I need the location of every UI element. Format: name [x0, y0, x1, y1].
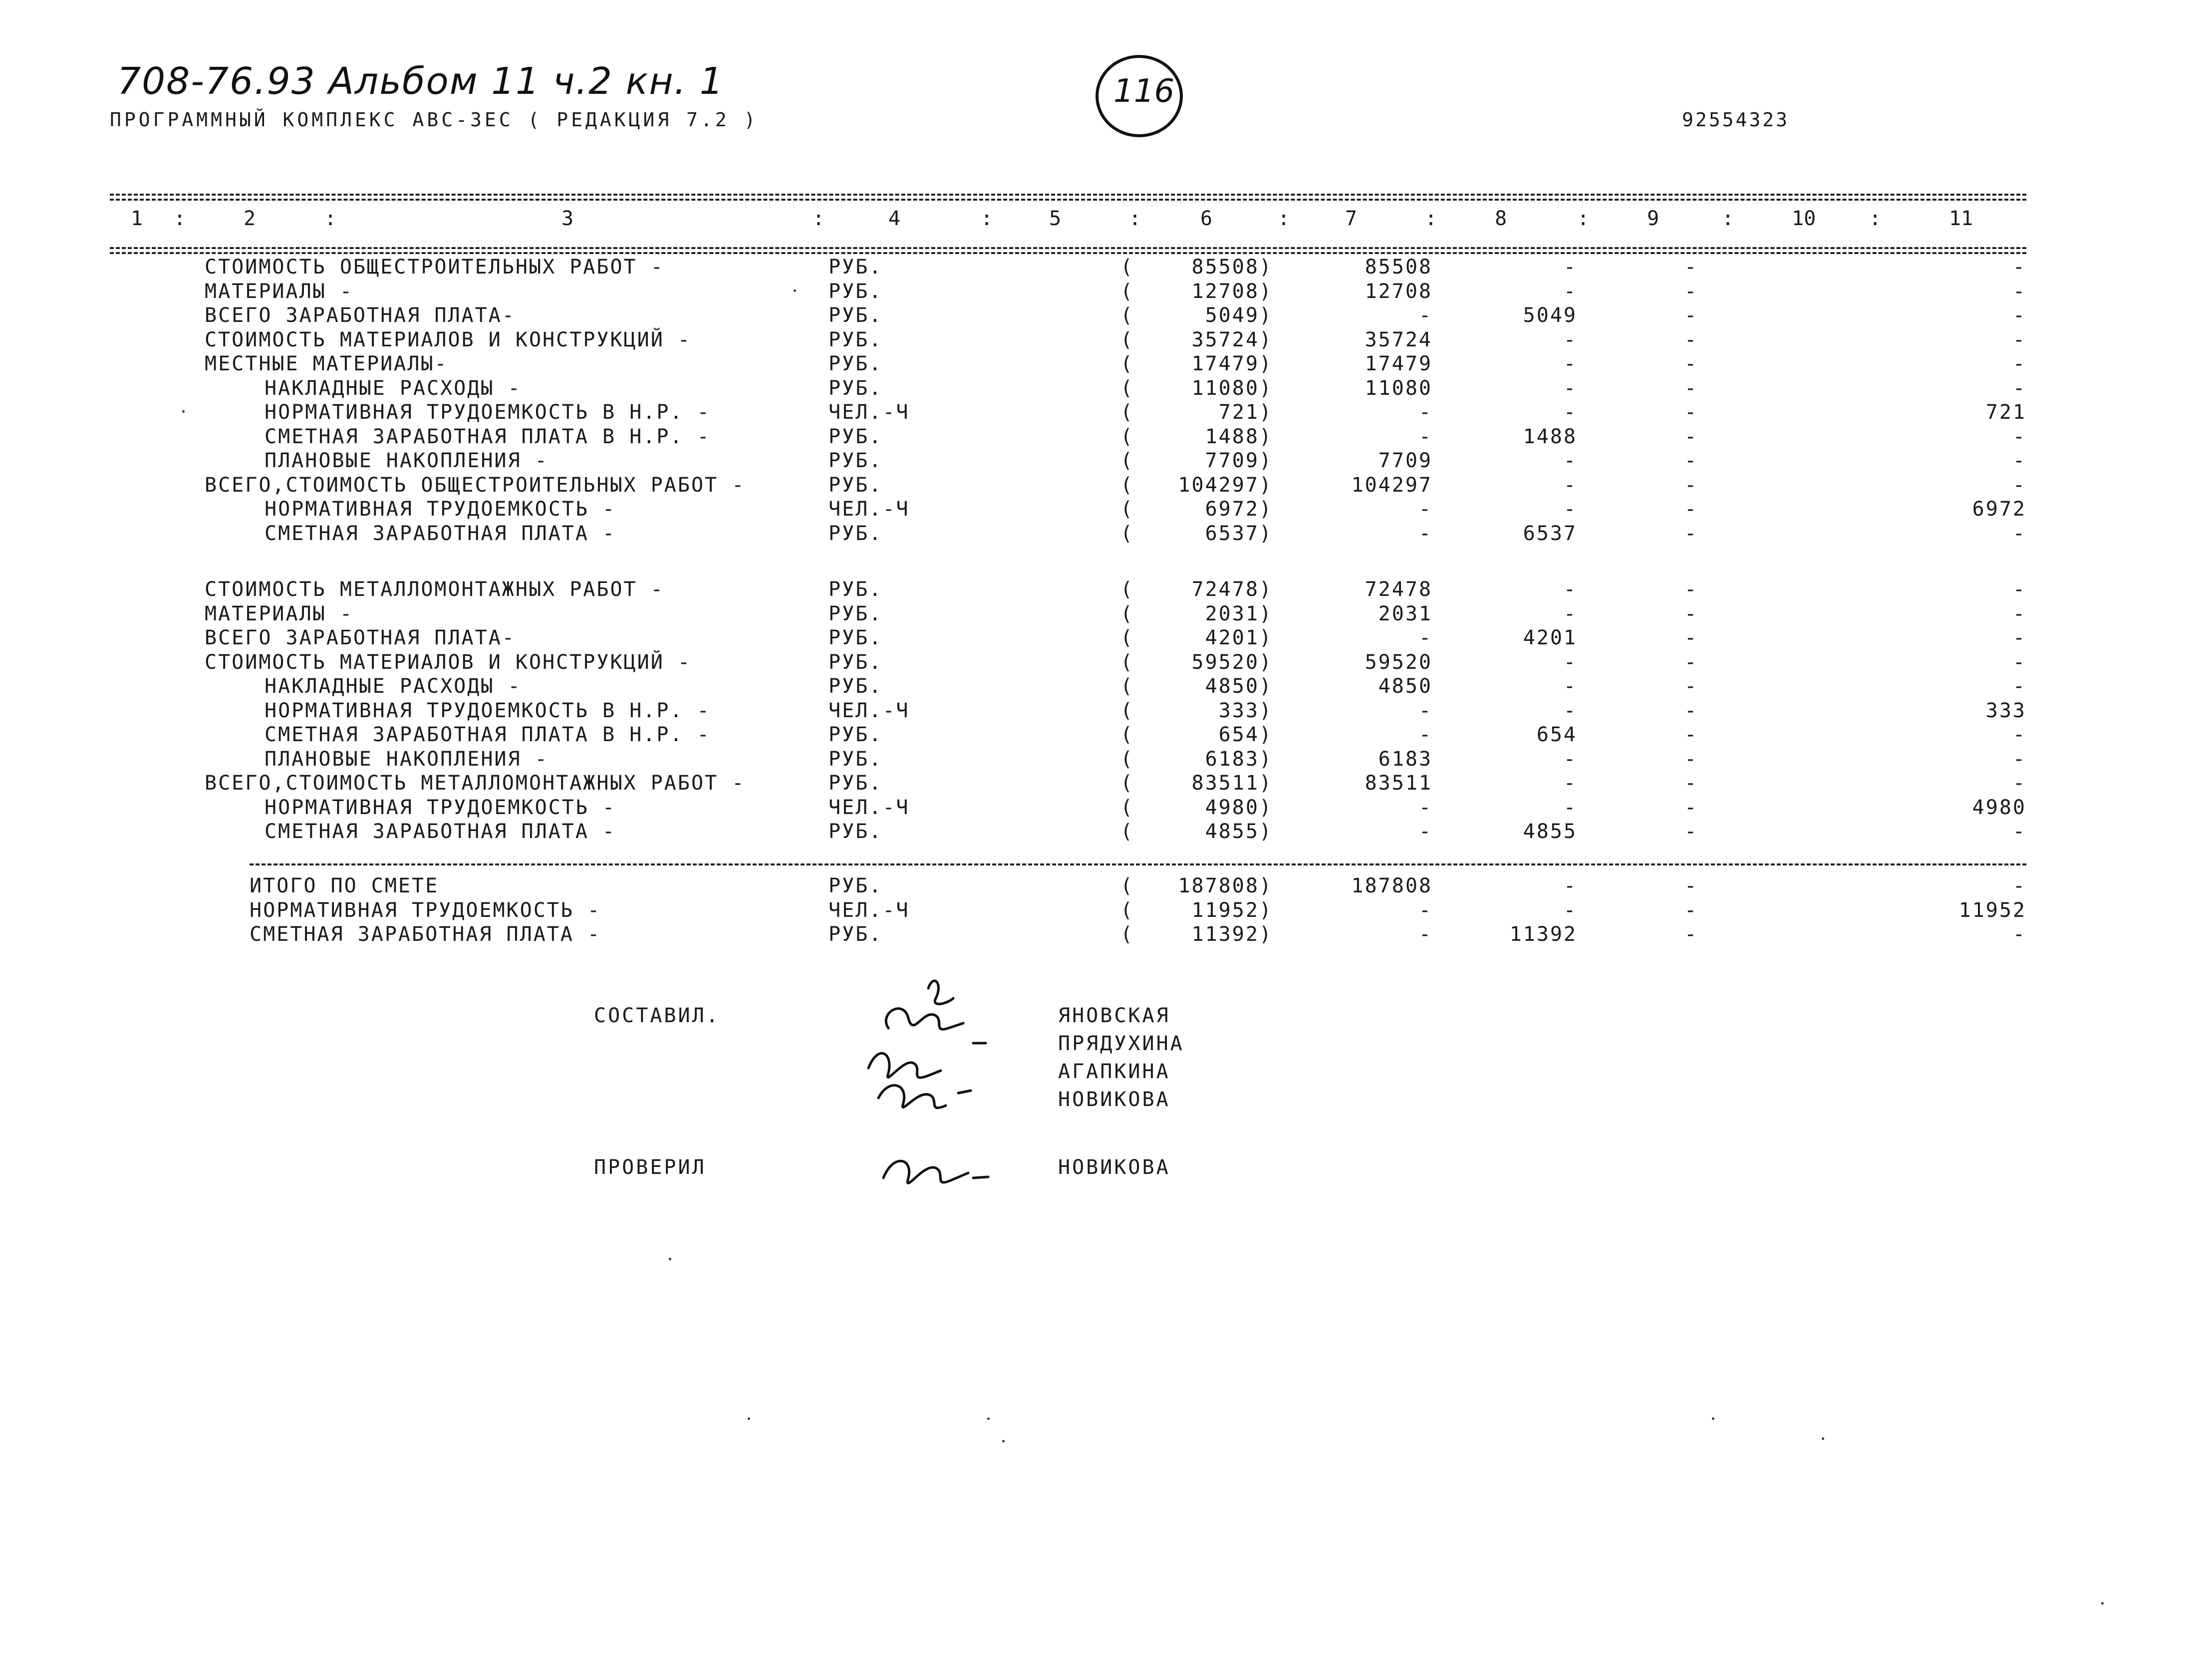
row-unit: РУБ. [829, 874, 883, 897]
row-unit: ЧЕЛ.-Ч [829, 796, 910, 819]
row-col7: 83511 [1365, 772, 1432, 795]
row-col9: - [1684, 796, 1698, 819]
row-col6: 721) [1218, 401, 1273, 424]
checked-name: НОВИКОВА [1058, 1156, 1170, 1179]
row-paren: ( [1120, 898, 1134, 922]
column-number: 6 [1200, 207, 1213, 230]
row-col6: 17479) [1191, 352, 1273, 375]
row-unit: РУБ. [829, 820, 883, 843]
row-unit: РУБ. [829, 425, 883, 448]
row-col6: 6972) [1205, 498, 1273, 521]
row-col6: 6537) [1205, 522, 1273, 545]
row-col9: - [1684, 449, 1698, 472]
row-col9: - [1684, 650, 1698, 674]
row-col7: 7709 [1378, 449, 1432, 472]
row-description: НОРМАТИВНАЯ ТРУДОЕМКОСТЬ - [265, 498, 616, 521]
table-row [0, 328, 2211, 352]
row-col11: 6972 [1972, 498, 2026, 521]
row-col8: - [1563, 898, 1577, 922]
column-separator: : [981, 207, 993, 230]
signature-scribbles [848, 968, 1058, 1208]
row-col7: - [1418, 723, 1432, 746]
row-col9: - [1684, 874, 1698, 897]
row-description: СТОИМОСТЬ ОБЩЕСТРОИТЕЛЬНЫХ РАБОТ - [205, 256, 664, 279]
row-col6: 11952) [1191, 898, 1273, 922]
row-col7: 35724 [1365, 328, 1432, 351]
table-row [0, 401, 2211, 425]
row-unit: РУБ. [829, 923, 883, 946]
row-description: ВСЕГО ЗАРАБОТНАЯ ПЛАТА- [205, 626, 516, 649]
table-row [0, 675, 2211, 699]
row-col9: - [1684, 923, 1698, 946]
column-separator: : [1577, 207, 1590, 230]
row-col6: 59520) [1191, 650, 1273, 674]
table-row [0, 425, 2211, 449]
row-col6: 104297) [1178, 473, 1273, 497]
compiled-name-4: НОВИКОВА [1058, 1088, 1170, 1111]
row-description: МАТЕРИАЛЫ - [205, 602, 353, 625]
row-description: ВСЕГО,СТОИМОСТЬ ОБЩЕСТРОИТЕЛЬНЫХ РАБОТ - [205, 473, 746, 497]
table-row [0, 522, 2211, 546]
table-row [0, 651, 2211, 675]
row-col8: 4201 [1523, 626, 1577, 649]
row-col11: - [2012, 304, 2026, 327]
column-number: 10 [1792, 207, 1816, 230]
row-description: НОРМАТИВНАЯ ТРУДОЕМКОСТЬ - [265, 796, 616, 819]
scan-speck [748, 1417, 750, 1420]
compiled-name-3: АГАПКИНА [1058, 1060, 1170, 1083]
row-description: СМЕТНАЯ ЗАРАБОТНАЯ ПЛАТА - [250, 923, 601, 946]
row-col11: - [2012, 874, 2026, 897]
row-col7: - [1418, 796, 1432, 819]
row-unit: ЧЕЛ.-Ч [829, 898, 910, 922]
row-col8: - [1563, 352, 1577, 375]
row-description: ВСЕГО ЗАРАБОТНАЯ ПЛАТА- [205, 304, 516, 327]
row-col9: - [1684, 626, 1698, 649]
total-separator-rule [250, 863, 2026, 865]
row-col6: 4850) [1205, 675, 1273, 698]
program-title: ПРОГРАММНЫЙ КОМПЛЕКС АВС-3ЕС ( РЕДАКЦИЯ 7.2 ) [110, 109, 759, 131]
scan-speck [2101, 1602, 2104, 1605]
row-description: НОРМАТИВНАЯ ТРУДОЕМКОСТЬ В Н.Р. - [265, 401, 711, 424]
row-col9: - [1684, 304, 1698, 327]
row-col9: - [1684, 352, 1698, 375]
row-col11: - [2012, 820, 2026, 843]
row-paren: ( [1120, 522, 1134, 545]
column-separator: : [1425, 207, 1437, 230]
row-col6: 4980) [1205, 796, 1273, 819]
compiled-label: СОСТАВИЛ. [594, 1004, 720, 1027]
column-separator: : [813, 207, 825, 230]
row-col9: - [1684, 602, 1698, 625]
scan-speck [794, 289, 796, 292]
row-col6: 6183) [1205, 747, 1273, 771]
row-col7: 2031 [1378, 602, 1432, 625]
row-col11: - [2012, 602, 2026, 625]
row-col8: - [1563, 401, 1577, 424]
column-separator: : [1722, 207, 1734, 230]
row-description: НОРМАТИВНАЯ ТРУДОЕМКОСТЬ - [250, 898, 601, 922]
table-row [0, 748, 2211, 772]
row-col11: - [2012, 425, 2026, 448]
row-col7: - [1418, 699, 1432, 722]
scan-speck [182, 410, 185, 413]
row-paren: ( [1120, 376, 1134, 400]
table-row [0, 280, 2211, 304]
row-col8: - [1563, 874, 1577, 897]
column-number: 9 [1647, 207, 1659, 230]
row-col11: - [2012, 473, 2026, 497]
row-unit: РУБ. [829, 602, 883, 625]
row-col6: 11080) [1191, 376, 1273, 400]
row-col6: 4201) [1205, 626, 1273, 649]
row-col8: 654 [1536, 723, 1577, 746]
row-paren: ( [1120, 796, 1134, 819]
row-paren: ( [1120, 328, 1134, 351]
row-col7: 6183 [1378, 747, 1432, 771]
row-col11: - [2012, 449, 2026, 472]
column-separator: : [174, 207, 186, 230]
row-paren: ( [1120, 675, 1134, 698]
row-col8: - [1563, 796, 1577, 819]
row-col6: 12708) [1191, 280, 1273, 303]
row-col11: - [2012, 256, 2026, 279]
column-number: 3 [561, 207, 574, 230]
row-unit: ЧЕЛ.-Ч [829, 401, 910, 424]
row-col8: - [1563, 498, 1577, 521]
row-paren: ( [1120, 602, 1134, 625]
row-col6: 654) [1218, 723, 1273, 746]
row-unit: РУБ. [829, 675, 883, 698]
row-col11: 4980 [1972, 796, 2026, 819]
table-row [0, 474, 2211, 498]
table-row [0, 820, 2211, 844]
table-row [0, 256, 2211, 280]
row-col9: - [1684, 699, 1698, 722]
row-col6: 85508) [1191, 256, 1273, 279]
row-unit: РУБ. [829, 256, 883, 279]
row-description: СМЕТНАЯ ЗАРАБОТНАЯ ПЛАТА В Н.Р. - [265, 425, 711, 448]
row-col11: - [2012, 352, 2026, 375]
row-paren: ( [1120, 304, 1134, 327]
column-number: 11 [1949, 207, 1973, 230]
row-paren: ( [1120, 352, 1134, 375]
row-col9: - [1684, 498, 1698, 521]
row-col11: - [2012, 772, 2026, 795]
row-paren: ( [1120, 401, 1134, 424]
row-col7: - [1418, 626, 1432, 649]
checked-label: ПРОВЕРИЛ [594, 1156, 706, 1179]
table-top-rule-2 [110, 199, 2026, 201]
scan-speck [987, 1417, 990, 1420]
table-top-rule [110, 194, 2026, 196]
column-separator: : [1129, 207, 1141, 230]
row-description: СТОИМОСТЬ МАТЕРИАЛОВ И КОНСТРУКЦИЙ - [205, 650, 691, 674]
row-col7: - [1418, 498, 1432, 521]
page-stamp [1096, 55, 1183, 137]
row-col7: - [1418, 522, 1432, 545]
page-stamp-number: 116 [1113, 73, 1175, 110]
row-col8: - [1563, 280, 1577, 303]
row-col6: 333) [1218, 699, 1273, 722]
row-col7: - [1418, 401, 1432, 424]
row-unit: РУБ. [829, 772, 883, 795]
row-description: ВСЕГО,СТОИМОСТЬ МЕТАЛЛОМОНТАЖНЫХ РАБОТ - [205, 772, 746, 795]
table-row [0, 602, 2211, 626]
row-col9: - [1684, 256, 1698, 279]
row-col8: - [1563, 699, 1577, 722]
row-col11: - [2012, 376, 2026, 400]
table-row [0, 923, 2211, 947]
row-col6: 83511) [1191, 772, 1273, 795]
row-col8: - [1563, 473, 1577, 497]
row-paren: ( [1120, 772, 1134, 795]
row-description: НАКЛАДНЫЕ РАСХОДЫ - [265, 675, 522, 698]
column-number: 1 [131, 207, 143, 230]
row-description: ИТОГО ПО СМЕТЕ [250, 874, 439, 897]
header-bottom-rule-2 [110, 252, 2026, 254]
row-col11: - [2012, 650, 2026, 674]
row-col9: - [1684, 376, 1698, 400]
row-paren: ( [1120, 626, 1134, 649]
row-paren: ( [1120, 280, 1134, 303]
column-separator: : [1869, 207, 1882, 230]
row-col7: 11080 [1365, 376, 1432, 400]
row-col9: - [1684, 522, 1698, 545]
column-number: 8 [1495, 207, 1507, 230]
table-row [0, 899, 2211, 923]
row-col7: - [1418, 923, 1432, 946]
row-description: СМЕТНАЯ ЗАРАБОТНАЯ ПЛАТА В Н.Р. - [265, 723, 711, 746]
row-unit: ЧЕЛ.-Ч [829, 498, 910, 521]
scan-speck [669, 1258, 671, 1260]
table-row [0, 772, 2211, 796]
row-paren: ( [1120, 473, 1134, 497]
column-separator: : [1278, 207, 1290, 230]
row-unit: РУБ. [829, 626, 883, 649]
column-separator: : [324, 207, 337, 230]
row-description: СТОИМОСТЬ МАТЕРИАЛОВ И КОНСТРУКЦИЙ - [205, 328, 691, 351]
table-row [0, 723, 2211, 747]
row-paren: ( [1120, 650, 1134, 674]
row-col11: - [2012, 923, 2026, 946]
row-col6: 4855) [1205, 820, 1273, 843]
row-unit: РУБ. [829, 578, 883, 601]
row-unit: РУБ. [829, 449, 883, 472]
table-row [0, 796, 2211, 820]
album-code: 708-76.93 Альбом 11 ч.2 кн. 1 [117, 60, 724, 103]
row-col7: - [1418, 304, 1432, 327]
row-paren: ( [1120, 699, 1134, 722]
row-col7: - [1418, 425, 1432, 448]
row-col6: 11392) [1191, 923, 1273, 946]
row-unit: РУБ. [829, 650, 883, 674]
row-unit: РУБ. [829, 280, 883, 303]
row-col9: - [1684, 675, 1698, 698]
row-col8: - [1563, 578, 1577, 601]
row-col11: 721 [1985, 401, 2026, 424]
table-row [0, 626, 2211, 650]
row-paren: ( [1120, 723, 1134, 746]
row-unit: РУБ. [829, 522, 883, 545]
row-col7: 72478 [1365, 578, 1432, 601]
row-col8: - [1563, 376, 1577, 400]
table-row [0, 699, 2211, 723]
row-col11: - [2012, 675, 2026, 698]
row-description: ПЛАНОВЫЕ НАКОПЛЕНИЯ - [265, 747, 549, 771]
row-col11: 333 [1985, 699, 2026, 722]
row-unit: РУБ. [829, 723, 883, 746]
row-col11: - [2012, 522, 2026, 545]
column-number: 5 [1049, 207, 1062, 230]
row-col9: - [1684, 473, 1698, 497]
row-col9: - [1684, 898, 1698, 922]
row-col11: 11952 [1958, 898, 2026, 922]
row-col8: - [1563, 675, 1577, 698]
scan-speck [1712, 1417, 1714, 1420]
row-unit: РУБ. [829, 352, 883, 375]
row-col8: - [1563, 747, 1577, 771]
row-paren: ( [1120, 923, 1134, 946]
doc-number: 92554323 [1682, 109, 1790, 131]
compiled-name-2: ПРЯДУХИНА [1058, 1032, 1184, 1055]
table-row [0, 578, 2211, 602]
row-col9: - [1684, 425, 1698, 448]
row-paren: ( [1120, 874, 1134, 897]
row-description: НАКЛАДНЫЕ РАСХОДЫ - [265, 376, 522, 400]
row-col8: - [1563, 602, 1577, 625]
column-number: 7 [1345, 207, 1358, 230]
row-col8: 11392 [1509, 923, 1577, 946]
row-col7: 85508 [1365, 256, 1432, 279]
row-col9: - [1684, 747, 1698, 771]
row-paren: ( [1120, 449, 1134, 472]
row-description: НОРМАТИВНАЯ ТРУДОЕМКОСТЬ В Н.Р. - [265, 699, 711, 722]
row-paren: ( [1120, 498, 1134, 521]
row-description: СМЕТНАЯ ЗАРАБОТНАЯ ПЛАТА - [265, 820, 616, 843]
table-row [0, 498, 2211, 522]
row-col9: - [1684, 772, 1698, 795]
row-col8: - [1563, 328, 1577, 351]
row-unit: РУБ. [829, 304, 883, 327]
row-col6: 5049) [1205, 304, 1273, 327]
row-col7: 59520 [1365, 650, 1432, 674]
row-col11: - [2012, 578, 2026, 601]
row-col6: 72478) [1191, 578, 1273, 601]
row-col8: 5049 [1523, 304, 1577, 327]
row-col9: - [1684, 328, 1698, 351]
row-col7: 12708 [1365, 280, 1432, 303]
row-paren: ( [1120, 578, 1134, 601]
row-col8: - [1563, 650, 1577, 674]
row-col6: 187808) [1178, 874, 1273, 897]
row-paren: ( [1120, 256, 1134, 279]
table-row [0, 449, 2211, 473]
row-col7: 17479 [1365, 352, 1432, 375]
row-col9: - [1684, 280, 1698, 303]
row-description: СТОИМОСТЬ МЕТАЛЛОМОНТАЖНЫХ РАБОТ - [205, 578, 664, 601]
row-unit: РУБ. [829, 328, 883, 351]
row-description: ПЛАНОВЫЕ НАКОПЛЕНИЯ - [265, 449, 549, 472]
row-description: МЕСТНЫЕ МАТЕРИАЛЫ- [205, 352, 448, 375]
row-col7: 187808 [1351, 874, 1432, 897]
row-paren: ( [1120, 425, 1134, 448]
table-row [0, 352, 2211, 376]
row-col8: 1488 [1523, 425, 1577, 448]
row-description: МАТЕРИАЛЫ - [205, 280, 353, 303]
row-unit: РУБ. [829, 376, 883, 400]
row-paren: ( [1120, 747, 1134, 771]
row-col11: - [2012, 747, 2026, 771]
row-col11: - [2012, 280, 2026, 303]
row-col6: 2031) [1205, 602, 1273, 625]
row-col7: 104297 [1351, 473, 1432, 497]
row-col11: - [2012, 328, 2026, 351]
table-row [0, 377, 2211, 401]
row-col8: - [1563, 772, 1577, 795]
row-description: СМЕТНАЯ ЗАРАБОТНАЯ ПЛАТА - [265, 522, 616, 545]
row-col8: 4855 [1523, 820, 1577, 843]
row-unit: РУБ. [829, 473, 883, 497]
row-col8: - [1563, 256, 1577, 279]
row-col8: - [1563, 449, 1577, 472]
column-number: 2 [244, 207, 256, 230]
row-unit: РУБ. [829, 747, 883, 771]
row-col7: - [1418, 898, 1432, 922]
row-paren: ( [1120, 820, 1134, 843]
row-col9: - [1684, 578, 1698, 601]
row-col7: - [1418, 820, 1432, 843]
header-bottom-rule [110, 247, 2026, 249]
row-col11: - [2012, 723, 2026, 746]
row-col6: 7709) [1205, 449, 1273, 472]
compiled-name-1: ЯНОВСКАЯ [1058, 1004, 1170, 1027]
row-col11: - [2012, 626, 2026, 649]
row-col9: - [1684, 820, 1698, 843]
column-number: 4 [888, 207, 901, 230]
row-col9: - [1684, 723, 1698, 746]
scan-speck [1822, 1437, 1824, 1440]
row-unit: ЧЕЛ.-Ч [829, 699, 910, 722]
scan-speck [1002, 1440, 1005, 1442]
table-row [0, 874, 2211, 898]
table-row [0, 304, 2211, 328]
row-col9: - [1684, 401, 1698, 424]
row-col6: 1488) [1205, 425, 1273, 448]
row-col7: 4850 [1378, 675, 1432, 698]
row-col6: 35724) [1191, 328, 1273, 351]
row-col8: 6537 [1523, 522, 1577, 545]
